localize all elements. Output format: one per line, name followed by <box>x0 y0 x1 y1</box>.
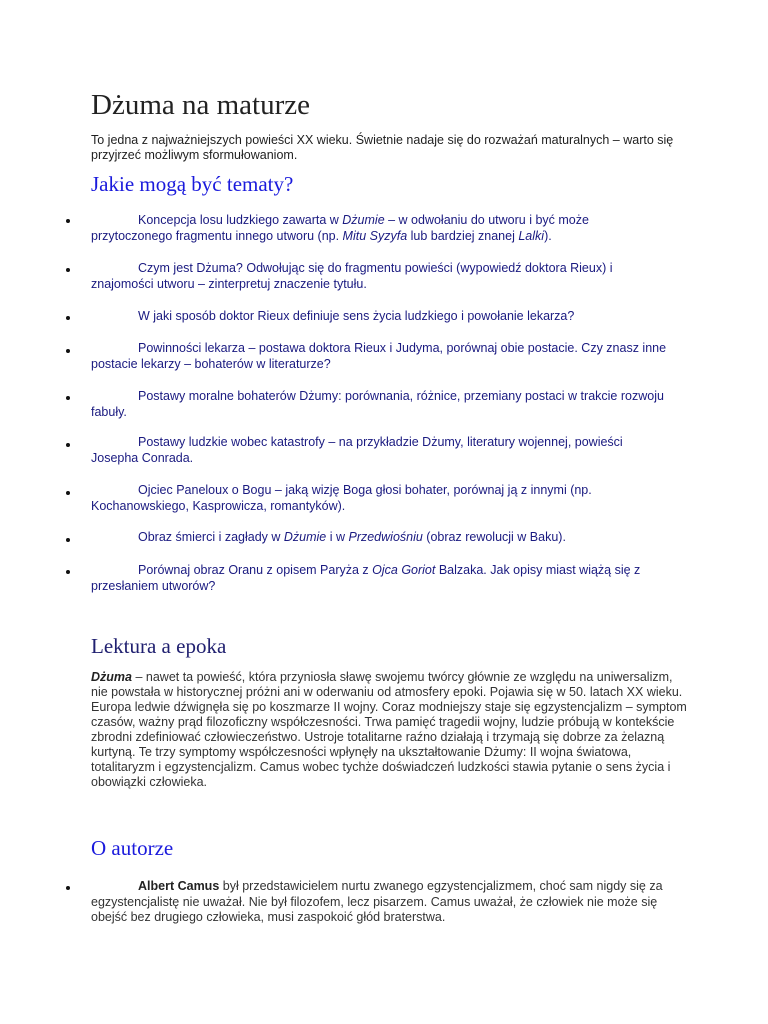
section-heading-epoch: Lektura a epoka <box>91 634 227 658</box>
bullet-marker <box>66 349 70 353</box>
list-item: Powinności lekarza – postawa doktora Rieux i Judyma, porównaj obie postacie. Czy znasz inne postacie lekarzy – bohaterów w literaturze? <box>91 341 667 371</box>
list-item: Koncepcja losu ludzkiego zawarta w Dżumie – w odwołaniu do utworu i być może przytoczonego fragmentu innego utworu (np. Mitu Syzyfa lub bardziej znanej Lalki). <box>91 213 589 243</box>
bullet-marker <box>66 443 70 447</box>
section-heading-author: O autorze <box>91 836 174 860</box>
list-item: Porównaj obraz Oranu z opisem Paryża z Ojca Goriot Balzaka. Jak opisy miast wiążą się z przesłaniem utworów? <box>91 563 641 593</box>
list-item: Postawy ludzkie wobec katastrofy – na przykładzie Dżumy, literatury wojennej, powieści Josepha Conrada. <box>91 435 623 465</box>
list-item: Czym jest Dżuma? Odwołując się do fragmentu powieści (wypowiedź doktora Rieux) i znajomości utworu – zinterpretuj znaczenie tytułu. <box>91 261 613 291</box>
bullet-marker <box>66 538 70 542</box>
intro-paragraph: To jedna z najważniejszych powieści XX wieku. Świetnie nadaje się do rozważań maturalnych – warto się przyjrzeć możliwym sformułowaniom. <box>91 133 674 162</box>
bullet-marker <box>66 886 70 890</box>
bullet-marker <box>66 268 70 272</box>
section-heading-topics: Jakie mogą być tematy? <box>91 172 294 196</box>
bullet-marker <box>66 570 70 574</box>
list-item: Postawy moralne bohaterów Dżumy: porównania, różnice, przemiany postaci w trakcie rozwoju fabuły. <box>91 389 664 419</box>
list-item: W jaki sposób doktor Rieux definiuje sens życia ludzkiego i powołanie lekarza? <box>138 309 575 323</box>
bullet-marker <box>66 396 70 400</box>
bullet-marker <box>66 491 70 495</box>
epoch-paragraph: Dżuma – nawet ta powieść, która przyniosła sławę swojemu twórcy głównie ze względu na uniwersalizm, nie powstała w historycznej próżni ani w oderwaniu od atmosfery epoki. Pojawia się w 50. latach XX wieku. Europa ledwie dźwignęła się po koszmarze II wojny. Coraz modniejszy staje się egzystencjalizm – symptom czasów, ważny prąd filozoficzny współczesności. Trwa pamięć tragedii wojny, ludzie próbują w kontekście zbrodni zdefiniować człowieczeństwo. Ustroje totalitarne raźno działają i trzymają się dobrze za żelazną kurtyną. Te trzy symptomy współczesności wpłynęły na ukształtowanie Dżumy: II wojna światowa, totalitaryzm i egzystencjalizm. Camus wobec tychże doświadczeń ludzkości stawia pytanie o sens życia i obowiązki człowieka. <box>91 670 687 789</box>
list-item: Ojciec Paneloux o Bogu – jaką wizję Boga głosi bohater, porównaj ją z innymi (np. Kochanowskiego, Kasprowicza, romantyków). <box>91 483 592 513</box>
author-paragraph: Albert Camus był przedstawicielem nurtu zwanego egzystencjalizmem, choć sam nigdy się za egzystencjalistę nie uważał. Nie był filozofem, lecz pisarzem. Camus uważał, że człowiek nie może się obejść bez drugiego człowieka, musi zaspokoić głód braterstwa. <box>91 879 663 924</box>
page-title: Dżuma na maturze <box>91 89 311 121</box>
list-item: Obraz śmierci i zagłady w Dżumie i w Przedwiośniu (obraz rewolucji w Baku). <box>138 530 566 544</box>
bullet-marker <box>66 219 70 223</box>
bullet-marker <box>66 316 70 320</box>
